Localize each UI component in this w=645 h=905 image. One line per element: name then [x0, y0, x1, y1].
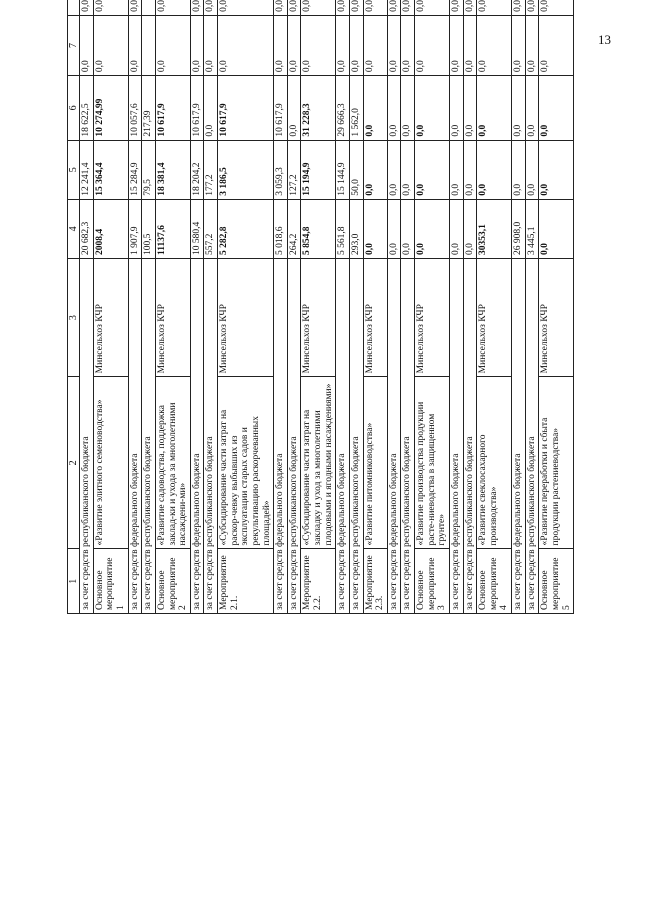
item-code: Основное мероприятие 5: [539, 549, 574, 614]
funding-source-row: [142, 0, 156, 614]
value-cell: 557,2: [204, 199, 218, 258]
item-code: Основное мероприятие 1: [93, 549, 128, 614]
value-cell: 0,0: [449, 0, 463, 15]
value-cell: 0,0: [80, 0, 94, 15]
responsible-party: Минсельхоз КЧР: [155, 258, 190, 376]
value-cell: 0,0: [539, 140, 574, 199]
item-title: «Развитие переработки и сбыта продукции растениеводства»: [539, 377, 574, 549]
value-cell: 0,0: [204, 76, 218, 141]
value-cell: 0,0: [363, 76, 387, 141]
value-cell: 0,0: [336, 0, 350, 15]
value-cell: 20 682,3: [80, 199, 94, 258]
header-cell-7: 7: [68, 15, 80, 75]
funding-source-label: за счет средств федерального бюджета: [336, 258, 350, 613]
value-cell: 0,0: [401, 140, 415, 199]
program-item-row: [539, 0, 574, 614]
funding-source-label: за счет средств федерального бюджета: [128, 258, 142, 613]
value-cell: 0,0: [301, 0, 336, 15]
item-code: Мероприятие 2.2.: [301, 549, 336, 614]
value-cell: 0,0: [128, 0, 142, 15]
value-cell: 0,0: [463, 199, 477, 258]
header-cell-4: 4: [68, 199, 80, 258]
value-cell: [142, 15, 156, 75]
value-cell: [142, 0, 156, 15]
value-cell: 127,2: [287, 140, 301, 199]
funding-source-row: [349, 0, 363, 614]
value-cell: 0,0: [287, 76, 301, 141]
page-number: 13: [598, 32, 611, 47]
funding-source-row: [525, 0, 539, 614]
value-cell: 0,0: [363, 15, 387, 75]
item-code: Мероприятие 2.3.: [363, 549, 387, 614]
program-item-row: [301, 0, 336, 614]
value-cell: 0,0: [93, 15, 128, 75]
funding-source-row: [274, 0, 288, 614]
value-cell: 18 204,2: [190, 140, 204, 199]
value-cell: 26 908,0: [512, 199, 526, 258]
value-cell: 0,0: [449, 199, 463, 258]
value-cell: 0,0: [477, 15, 512, 75]
value-cell: 0,0: [525, 0, 539, 15]
value-cell: 15 144,9: [336, 140, 350, 199]
value-cell: 0,0: [415, 140, 450, 199]
value-cell: 31 228,3: [301, 76, 336, 141]
item-title: «Развитие питомниководства»: [363, 377, 387, 549]
header-cell-5: 5: [68, 140, 80, 199]
value-cell: 0,0: [463, 0, 477, 15]
value-cell: 0,0: [218, 0, 274, 15]
item-title: «Субсидирование части затрат на раскор-чевку выбывших из эксплуатации старых садов и рекультивацию раскорчеванных площадей»: [218, 377, 274, 549]
funding-source-row: [512, 0, 526, 614]
value-cell: 15 284,9: [128, 140, 142, 199]
rotated-table-region: [67, 0, 645, 816]
funding-source-label: за счет средств федерального бюджета: [190, 258, 204, 613]
program-item-row: [415, 0, 450, 614]
responsible-party: Минсельхоз КЧР: [363, 258, 387, 376]
value-cell: 10 617,9: [155, 76, 190, 141]
value-cell: 0,0: [155, 0, 190, 15]
table-header: [68, 0, 80, 614]
value-cell: 0,0: [387, 76, 401, 141]
value-cell: 0,0: [387, 15, 401, 75]
value-cell: 293,0: [349, 199, 363, 258]
header-row: [68, 0, 80, 614]
responsible-party: Минсельхоз КЧР: [539, 258, 574, 376]
header-cell-1: 1: [68, 549, 80, 614]
value-cell: 0,0: [204, 0, 218, 15]
value-cell: 15 364,4: [93, 140, 128, 199]
value-cell: 3 059,3: [274, 140, 288, 199]
value-cell: 5 282,8: [218, 199, 274, 258]
value-cell: 0,0: [80, 15, 94, 75]
responsible-party: Минсельхоз КЧР: [218, 258, 274, 376]
header-cell-3: 3: [68, 258, 80, 376]
value-cell: 18 381,4: [155, 140, 190, 199]
funding-source-label: за счет средств республиканского бюджета: [80, 258, 94, 613]
funding-source-row: [401, 0, 415, 614]
value-cell: 0,0: [218, 15, 274, 75]
value-cell: 0,0: [477, 0, 512, 15]
table-body: [80, 0, 574, 614]
item-code: Основное мероприятие 3: [415, 549, 450, 614]
value-cell: 0,0: [512, 140, 526, 199]
funding-source-label: за счет средств республиканского бюджета: [142, 258, 156, 613]
value-cell: 0,0: [401, 199, 415, 258]
funding-source-row: [449, 0, 463, 614]
value-cell: 0,0: [287, 15, 301, 75]
value-cell: 50,0: [349, 140, 363, 199]
responsible-party: Минсельхоз КЧР: [477, 258, 512, 376]
header-cell-6: 6: [68, 76, 80, 141]
value-cell: 0,0: [512, 15, 526, 75]
funding-source-row: [387, 0, 401, 614]
funding-source-row: [128, 0, 142, 614]
value-cell: 0,0: [349, 0, 363, 15]
value-cell: 1 562,0: [349, 76, 363, 141]
value-cell: 100,5: [142, 199, 156, 258]
funding-source-label: за счет средств республиканского бюджета: [463, 258, 477, 613]
value-cell: 0,0: [539, 76, 574, 141]
value-cell: 0,0: [415, 0, 450, 15]
value-cell: 0,0: [387, 199, 401, 258]
item-title: «Субсидирование части затрат на закладку и уход за многолетними плодовыми и ягодными насаждениями»: [301, 377, 336, 549]
value-cell: 0,0: [463, 76, 477, 141]
value-cell: 0,0: [415, 15, 450, 75]
value-cell: 3 186,5: [218, 140, 274, 199]
value-cell: 0,0: [363, 0, 387, 15]
value-cell: 0,0: [539, 0, 574, 15]
value-cell: 3 445,1: [525, 199, 539, 258]
rotated-table-container: [67, 0, 645, 614]
funding-source-row: [80, 0, 94, 614]
funding-source-row: [463, 0, 477, 614]
value-cell: 0,0: [287, 0, 301, 15]
value-cell: 0,0: [128, 15, 142, 75]
value-cell: 0,0: [363, 140, 387, 199]
value-cell: 10 580,4: [190, 199, 204, 258]
value-cell: 0,0: [477, 140, 512, 199]
item-code: Мероприятие 2.1.: [218, 549, 274, 614]
item-code: Основное мероприятие 2: [155, 549, 190, 614]
header-cell-8: [68, 0, 80, 15]
value-cell: 0,0: [274, 0, 288, 15]
item-title: «Развитие производства продукции расте-ниеводства в защищенном грунте»: [415, 377, 450, 549]
value-cell: 10 057,6: [128, 76, 142, 141]
value-cell: 0,0: [463, 15, 477, 75]
value-cell: 0,0: [525, 15, 539, 75]
value-cell: 5 561,8: [336, 199, 350, 258]
value-cell: 0,0: [387, 0, 401, 15]
value-cell: 0,0: [349, 15, 363, 75]
value-cell: 0,0: [204, 15, 218, 75]
value-cell: 10 274,99: [93, 76, 128, 141]
value-cell: 0,0: [401, 76, 415, 141]
value-cell: 0,0: [274, 15, 288, 75]
funding-source-label: за счет средств федерального бюджета: [274, 258, 288, 613]
value-cell: 5 854,8: [301, 199, 336, 258]
funding-source-row: [190, 0, 204, 614]
value-cell: 0,0: [449, 140, 463, 199]
value-cell: 79,5: [142, 140, 156, 199]
value-cell: 2008,4: [93, 199, 128, 258]
value-cell: 0,0: [512, 0, 526, 15]
funding-source-label: за счет средств республиканского бюджета: [401, 258, 415, 613]
value-cell: 10 617,9: [218, 76, 274, 141]
value-cell: 0,0: [463, 140, 477, 199]
program-item-row: [477, 0, 512, 614]
value-cell: 0,0: [415, 199, 450, 258]
program-item-row: [93, 0, 128, 614]
value-cell: 29 666,3: [336, 76, 350, 141]
value-cell: 15 194,9: [301, 140, 336, 199]
value-cell: 0,0: [401, 15, 415, 75]
value-cell: 5 018,6: [274, 199, 288, 258]
value-cell: 0,0: [387, 140, 401, 199]
value-cell: 0,0: [190, 15, 204, 75]
value-cell: 0,0: [155, 15, 190, 75]
funding-source-row: [336, 0, 350, 614]
responsible-party: Минсельхоз КЧР: [415, 258, 450, 376]
value-cell: 0,0: [301, 15, 336, 75]
value-cell: 1 907,9: [128, 199, 142, 258]
value-cell: 10 617,9: [190, 76, 204, 141]
value-cell: 30353,1: [477, 199, 512, 258]
value-cell: 0,0: [449, 76, 463, 141]
item-title: «Развитие садоводства, поддержка заклад-ки и ухода за многолетними насаждени-ми»: [155, 377, 190, 549]
funding-source-row: [204, 0, 218, 614]
item-code: Основное мероприятие 4: [477, 549, 512, 614]
program-item-row: [363, 0, 387, 614]
funding-source-label: за счет средств республиканского бюджета: [287, 258, 301, 613]
value-cell: 11137,6: [155, 199, 190, 258]
value-cell: 0,0: [477, 76, 512, 141]
responsible-party: Минсельхоз КЧР: [93, 258, 128, 376]
funding-source-label: за счет средств федерального бюджета: [512, 258, 526, 613]
funding-source-label: за счет средств республиканского бюджета: [204, 258, 218, 613]
value-cell: 0,0: [449, 15, 463, 75]
value-cell: 0,0: [401, 0, 415, 15]
value-cell: 0,0: [525, 76, 539, 141]
value-cell: 0,0: [512, 76, 526, 141]
value-cell: 0,0: [539, 199, 574, 258]
value-cell: 18 622,5: [80, 76, 94, 141]
funding-source-label: за счет средств федерального бюджета: [387, 258, 401, 613]
value-cell: 12 241,4: [80, 140, 94, 199]
value-cell: 264,2: [287, 199, 301, 258]
item-title: «Развитие свеклосахарного производства»: [477, 377, 512, 549]
item-title: «Развитие элитного семеноводства»: [93, 377, 128, 549]
funding-source-label: за счет средств республиканского бюджета: [349, 258, 363, 613]
value-cell: 0,0: [190, 0, 204, 15]
value-cell: 217,39: [142, 76, 156, 141]
funding-source-label: за счет средств республиканского бюджета: [525, 258, 539, 613]
value-cell: 0,0: [336, 15, 350, 75]
program-item-row: [218, 0, 274, 614]
value-cell: 10 617,9: [274, 76, 288, 141]
responsible-party: Минсельхоз КЧР: [301, 258, 336, 376]
value-cell: 0,0: [525, 140, 539, 199]
value-cell: 0,0: [539, 15, 574, 75]
program-item-row: [155, 0, 190, 614]
header-cell-2: 2: [68, 377, 80, 549]
value-cell: 0,0: [93, 0, 128, 15]
value-cell: 177,2: [204, 140, 218, 199]
funding-source-row: [287, 0, 301, 614]
funding-source-label: за счет средств федерального бюджета: [449, 258, 463, 613]
value-cell: 0,0: [415, 76, 450, 141]
value-cell: 0,0: [363, 199, 387, 258]
budget-table: [67, 0, 574, 614]
